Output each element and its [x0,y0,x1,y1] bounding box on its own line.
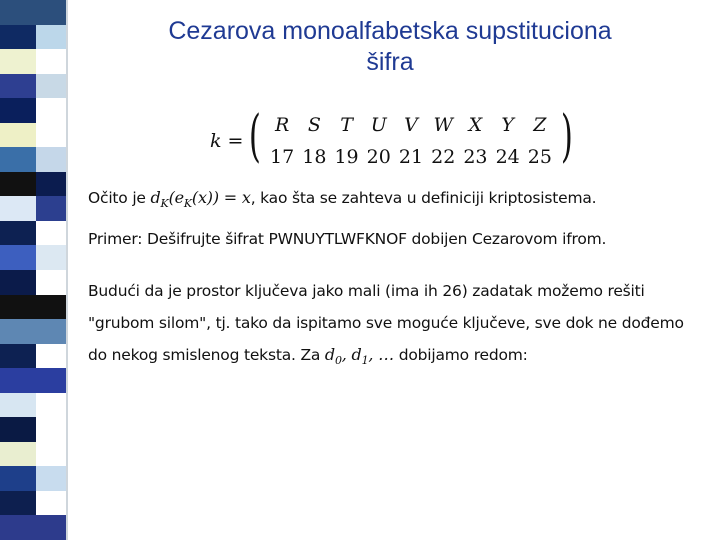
stripe-block [0,344,36,369]
stripe-block [0,123,36,148]
stripe-band [0,0,66,25]
matrix-letter: V [404,114,418,136]
matrix-number: 22 [431,146,456,168]
stripe-block [36,49,66,74]
stripe-band [0,172,66,197]
stripe-band [0,344,66,369]
stripe-block [36,491,66,516]
stripe-block [0,295,36,320]
matrix-number: 21 [398,146,424,168]
stripe-block [0,368,36,393]
paragraph-example: Primer: Dešifrujte šifrat PWNUYTLWFKNOF dobijen Cezarovom ifrom. [88,230,607,248]
stripe-block [36,74,66,99]
p1-lead: Očito je [88,189,151,207]
stripe-block [36,393,66,418]
stripe-band [0,270,66,295]
matrix-number: 23 [463,146,488,168]
stripe-band [0,442,66,467]
stripe-band [0,98,66,123]
stripe-band [0,123,66,148]
key-matrix [210,104,580,174]
title-line-2: šifra [366,48,414,76]
slide-title [110,16,670,78]
matrix-lhs: k = [210,130,244,152]
matrix-number: 24 [495,146,520,168]
stripe-band [0,491,66,516]
matrix-letter: R [274,114,290,136]
p1-formula: $d_K(e_K(x)) = x$ [150,188,251,211]
matrix-letter: S [307,114,321,136]
left-parenthesis: ( [248,104,261,169]
stripe-block [0,515,36,540]
stripe-block [36,368,66,393]
stripe-block [36,295,66,320]
stripe-block [36,123,66,148]
stripe-block [36,221,66,246]
stripe-band [0,319,66,344]
stripe-band [0,515,66,540]
stripe-block [36,442,66,467]
matrix-letter: W [433,114,453,136]
p3-text: Budući da je prostor ključeva jako mali (ima ih 26) zadatak možemo rešiti "grubom silom", tj. tako da ispitamo sve moguće ključeve, sve dok ne dođemo do nekog smislenog teksta. Za [88,282,684,364]
stripe-block [0,221,36,246]
stripe-block [0,466,36,491]
stripe-block [36,98,66,123]
stripe-block [0,98,36,123]
matrix-number: 20 [366,146,391,168]
stripe-block [36,245,66,270]
p3-formula: $d_0$, $d_1$, … [324,345,394,368]
stripe-block [0,245,36,270]
matrix-number: 17 [270,146,295,168]
right-parenthesis: ) [560,104,573,169]
stripe-band [0,368,66,393]
stripe-block [36,172,66,197]
title-line-1: Cezarova monoalfabetska supstituciona [168,17,612,45]
stripe-block [0,49,36,74]
matrix-number: 18 [302,146,327,168]
stripe-block [36,147,66,172]
stripe-block [0,25,36,50]
matrix-letter: T [340,114,353,136]
stripe-block [0,393,36,418]
stripe-block [36,196,66,221]
p1-tail: , kao šta se zahteva u definiciji kriptosistema. [250,189,597,207]
stripe-block [0,442,36,467]
paragraph-decryption-identity [88,188,703,210]
matrix-letter: U [370,114,387,136]
stripe-block [36,466,66,491]
stripe-band [0,221,66,246]
stripe-block [0,319,36,344]
stripe-band [0,196,66,221]
matrix-number: 19 [334,146,359,168]
matrix-letter: Z [533,114,547,136]
decorative-stripe [0,0,68,540]
matrix-letter: Y [501,114,514,136]
matrix-grid [266,114,556,168]
stripe-band [0,393,66,418]
stripe-band [0,295,66,320]
stripe-band [0,245,66,270]
matrix-letter: X [468,114,483,136]
stripe-block [36,270,66,295]
stripe-block [36,344,66,369]
stripe-band [0,466,66,491]
stripe-band [0,147,66,172]
stripe-block [36,417,66,442]
stripe-block [0,196,36,221]
stripe-block [0,417,36,442]
stripe-block [0,147,36,172]
stripe-block [0,491,36,516]
stripe-block [36,25,66,50]
stripe-band [0,417,66,442]
stripe-block [36,319,66,344]
stripe-band [0,49,66,74]
stripe-band [0,74,66,99]
stripe-block [36,0,66,25]
stripe-block [0,172,36,197]
stripe-block [0,74,36,99]
stripe-block [0,270,36,295]
p3-tail: dobijamo redom: [393,346,528,364]
paragraph-brute-force [88,275,703,377]
stripe-block [36,515,66,540]
stripe-block [0,0,36,25]
stripe-band [0,25,66,50]
matrix-number: 25 [527,146,552,168]
